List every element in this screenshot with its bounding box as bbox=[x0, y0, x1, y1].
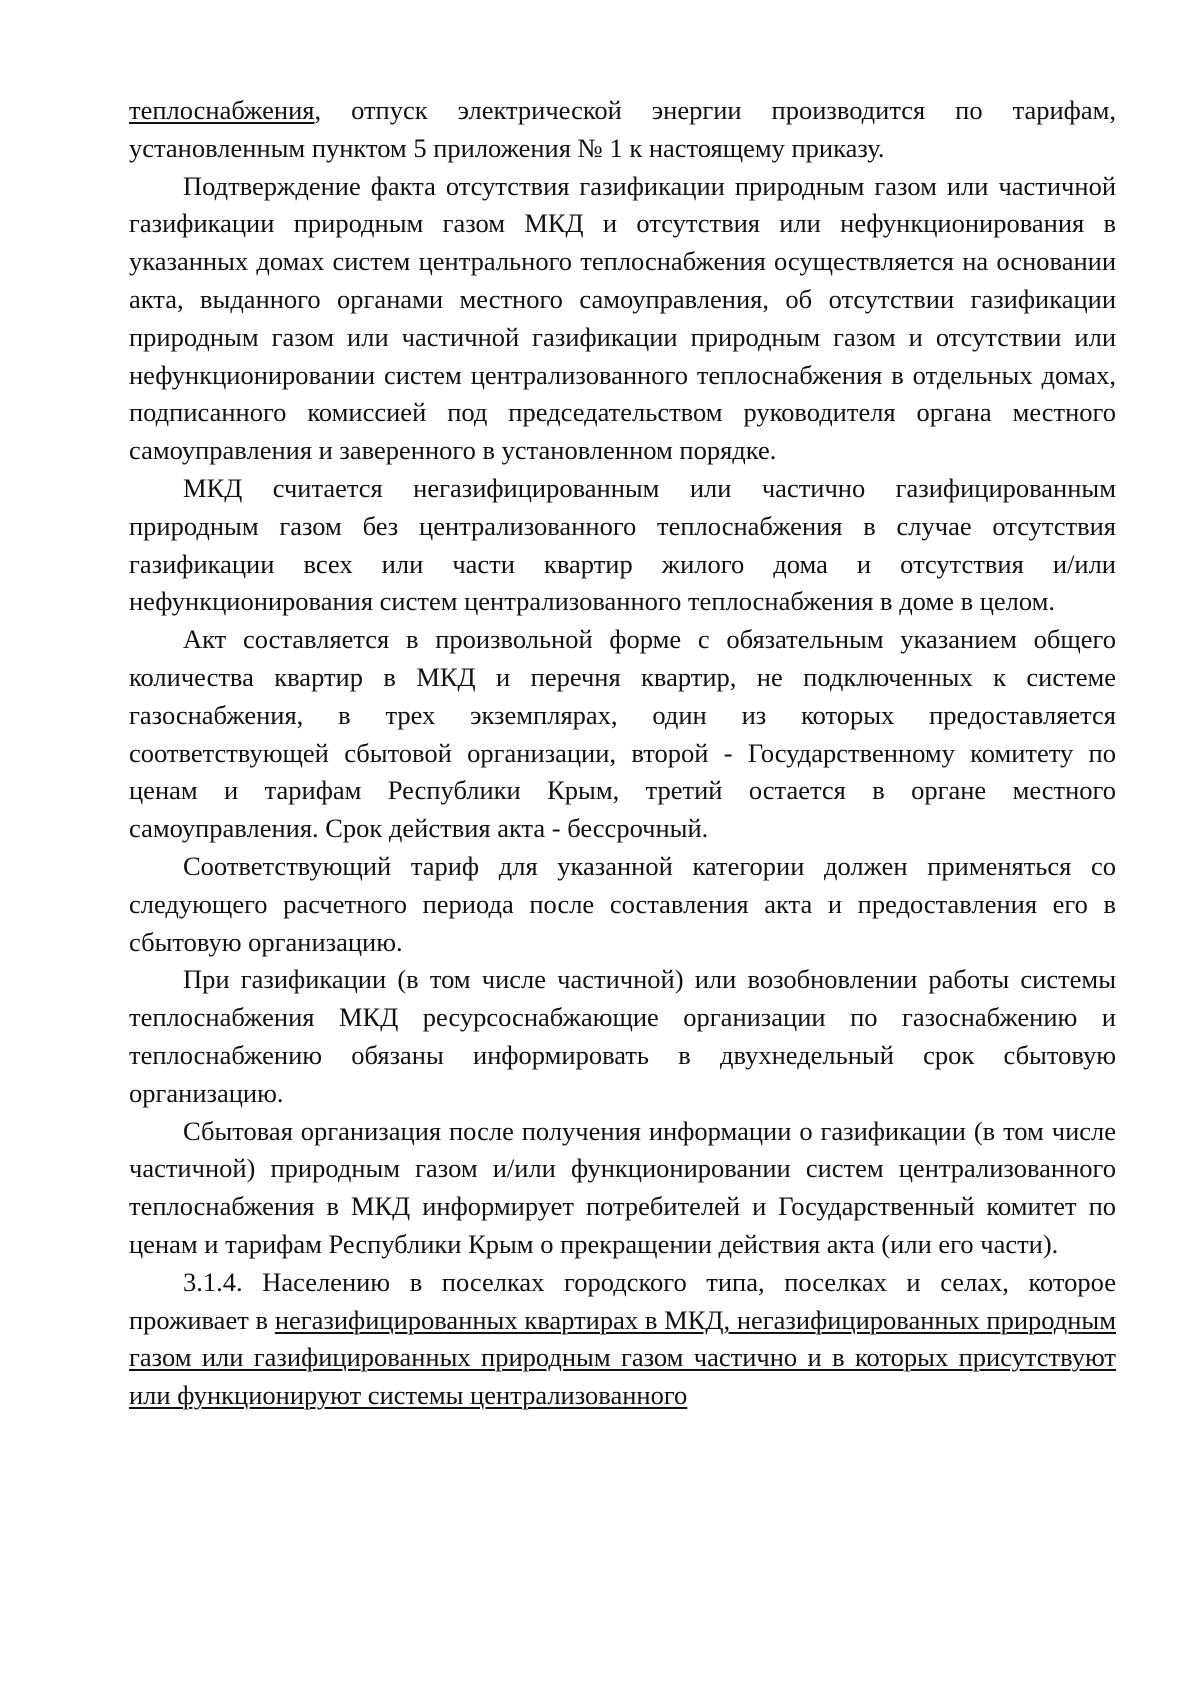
paragraph-3 bbox=[129, 621, 1116, 848]
paragraph-4 bbox=[129, 848, 1116, 961]
paragraph-text: МКД считается негазифицированным или частично газифицированным природным газом без централизованного теплоснабжения в случае отсутствия газификации всех или части квартир жилого дома и отсутствия и/или нефункционирования систем централизованного теплоснабжения в доме в целом. bbox=[129, 472, 1116, 617]
paragraph-text: , отпуск электрической энергии производится по тарифам, установленным пунктом 5 приложения № 1 к настоящему приказу. bbox=[129, 95, 1116, 163]
paragraph-2 bbox=[129, 470, 1116, 621]
paragraph-5 bbox=[129, 961, 1116, 1112]
paragraph-text: Соответствующий тариф для указанной категории должен применяться со следующего расчетного периода после составления акта и предоставления его в сбытовую организацию. bbox=[129, 850, 1116, 957]
paragraph-text: При газификации (в том числе частичной) или возобновлении работы системы теплоснабжения МКД ресурсоснабжающие организации по газоснабжению и теплоснабжению обязаны информировать в двухнедельный срок сбытовую организацию. bbox=[129, 964, 1116, 1108]
paragraph-text: Подтверждение факта отсутствия газификации природным газом или частичной газификации природным газом МКД и отсутствия или нефункционирования в указанных домах систем центрального теплоснабжения осуществляется на основании акта, выданного органами местного самоуправления, об отсутствии газификации природным газом или частичной газификации природным газом и отсутствии или нефункционировании систем централизованного теплоснабжения в отдельных домах, подписанного комиссией под председательством руководителя органа местного самоуправления и заверенного в установленном порядке. bbox=[129, 170, 1116, 466]
underlined-text: негазифицированных квартирах в МКД, негазифицированных природным газом или газифицированных природным газом частично и в которых присутствуют или функционируют системы централизованного bbox=[129, 1304, 1116, 1411]
paragraph-1 bbox=[129, 168, 1116, 470]
underlined-text: теплоснабжения bbox=[129, 95, 315, 125]
paragraph-text: Акт составляется в произвольной форме с обязательным указанием общего количества квартир в МКД и перечня квартир, не подключенных к системе газоснабжения, в трех экземплярах, один из которых предоставляется соответствующей сбытовой организации, второй - Государственному комитету по ценам и тарифам Республики Крым, третий остается в органе местного самоуправления. Срок действия акта - бессрочный. bbox=[129, 624, 1116, 844]
paragraph-0 bbox=[129, 92, 1116, 168]
paragraph-text: 3.1.4. Населению в поселках городского типа, поселках и селах, которое проживает в bbox=[129, 1266, 1116, 1335]
paragraph-text: Сбытовая организация после получения информации о газификации (в том числе частичной) природным газом и/или функционировании систем централизованного теплоснабжения в МКД информирует потребителей и Государственный комитет по ценам и тарифам Республики Крым о прекращении действия акта (или его части). bbox=[129, 1115, 1116, 1259]
paragraph-7 bbox=[129, 1264, 1116, 1415]
paragraph-6 bbox=[129, 1113, 1116, 1264]
